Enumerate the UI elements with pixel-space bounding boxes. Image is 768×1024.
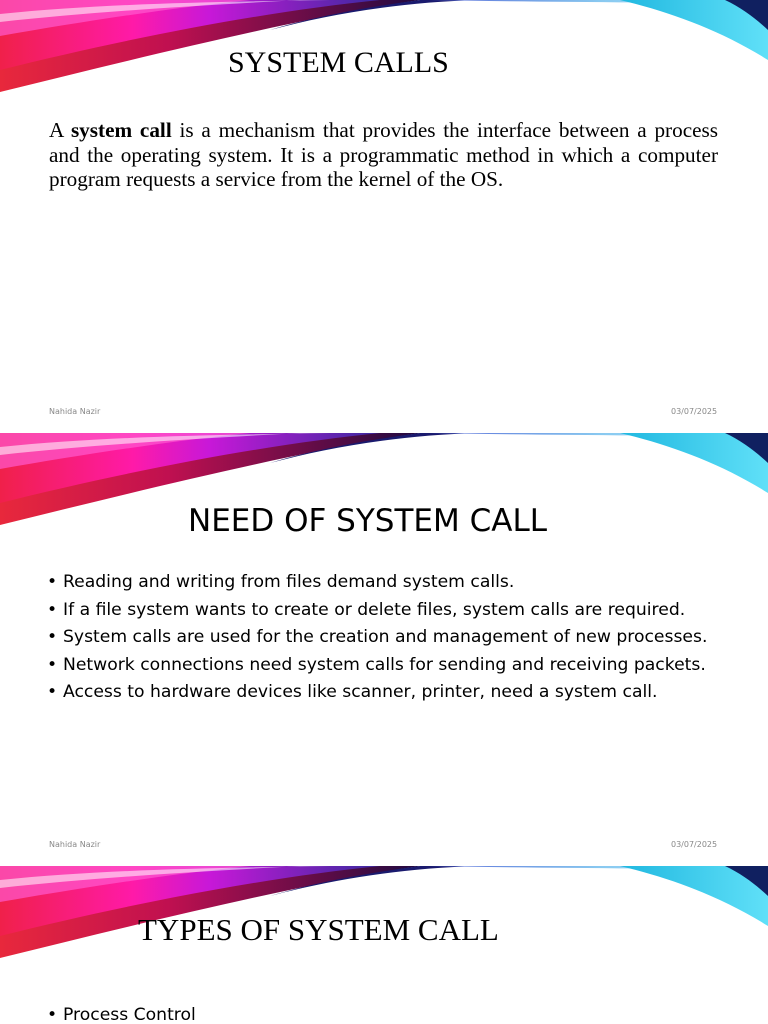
definition-term: system call — [70, 118, 172, 142]
bullet-list — [47, 573, 713, 711]
bullet-icon: • — [47, 682, 58, 702]
footer-author: Nahida Nazir — [49, 840, 101, 849]
list-item: • Network connections need system calls for sending and receiving packets. — [47, 654, 706, 675]
system-call-definition — [49, 118, 718, 192]
slide-3 — [0, 866, 768, 1024]
list-item: • System calls are used for the creation and management of new processes. — [47, 627, 708, 647]
slide-title: SYSTEM CALLS — [228, 46, 449, 79]
definition-prefix: A — [49, 118, 71, 142]
bullet-icon: • — [47, 572, 58, 592]
footer-date: 03/07/2025 — [671, 840, 718, 849]
footer-date: 03/07/2025 — [671, 407, 718, 416]
slide-2 — [0, 433, 768, 866]
slide-title: TYPES OF SYSTEM CALL — [138, 912, 499, 947]
definition-text: is a mechanism that provides the interface between a process and the operating system. It is a programmatic method in which a computer program requests a service from the kernel of the OS. — [49, 118, 718, 191]
bullet-icon: • — [47, 1005, 58, 1024]
bullet-icon: • — [47, 599, 58, 620]
bullet-icon: • — [47, 627, 58, 647]
list-item: • Reading and writing from files demand system calls. — [47, 572, 515, 592]
list-item: • If a file system wants to create or delete files, system calls are required. — [47, 599, 686, 620]
list-item: • Process Control — [47, 1005, 196, 1024]
bullet-icon: • — [47, 654, 58, 675]
list-item: • Access to hardware devices like scanner, printer, need a system call. — [47, 682, 658, 702]
slide-1 — [0, 0, 768, 433]
slide-title: NEED OF SYSTEM CALL — [188, 503, 547, 539]
bullet-list — [47, 1006, 713, 1024]
footer-author: Nahida Nazir — [49, 407, 101, 416]
